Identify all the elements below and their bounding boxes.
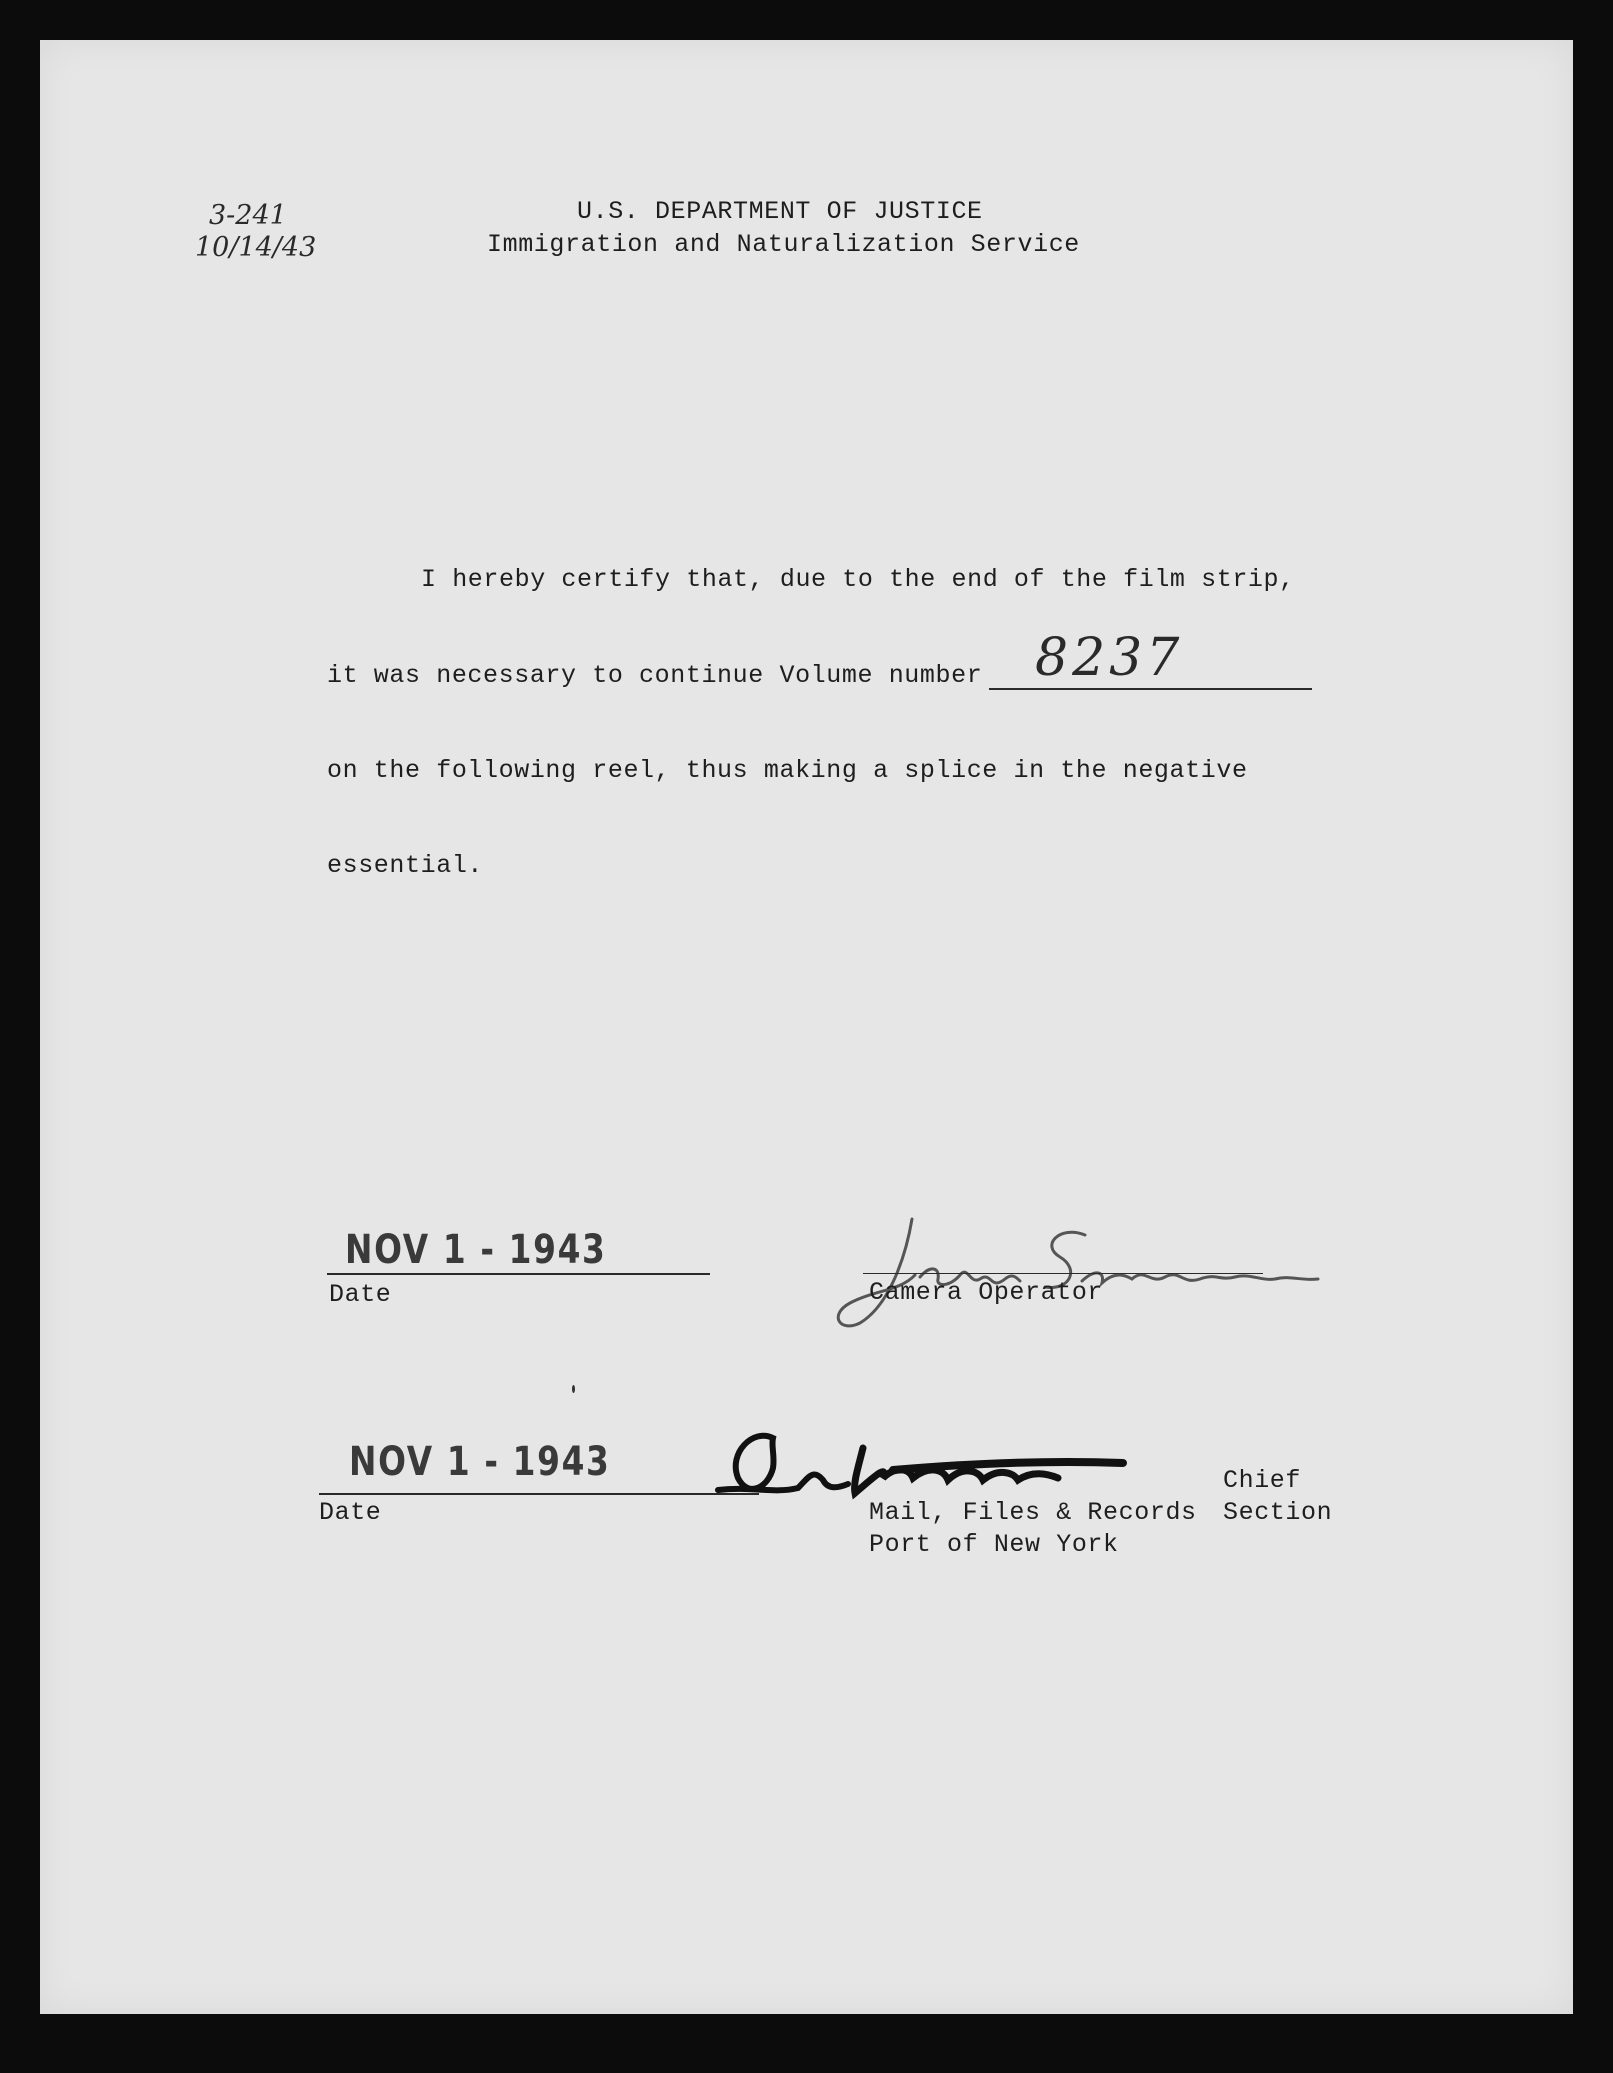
chief-date-line xyxy=(319,1493,759,1495)
department-title: U.S. DEPARTMENT OF JUSTICE xyxy=(577,197,983,226)
form-number: 3-241 xyxy=(209,200,287,231)
certification-line-3: on the following reel, thus making a splice in the negative xyxy=(327,756,1248,785)
camera-operator-date-line xyxy=(327,1273,710,1275)
certification-line-4: essential. xyxy=(327,851,484,880)
camera-operator-signature xyxy=(820,1195,1340,1345)
ink-speck xyxy=(572,1385,575,1393)
camera-operator-signature-line xyxy=(863,1273,1263,1274)
certification-line-2: it was necessary to continue Volume number xyxy=(327,661,983,690)
camera-operator-date-label: Date xyxy=(329,1280,392,1309)
chief-section: Section xyxy=(1223,1498,1333,1527)
chief-date-stamp: NOV 1 - 1943 xyxy=(349,1439,611,1485)
chief-title: Chief xyxy=(1223,1466,1302,1495)
service-title: Immigration and Naturalization Service xyxy=(487,230,1080,259)
form-date: 10/14/43 xyxy=(195,232,317,263)
volume-number-line xyxy=(989,688,1312,690)
volume-number: 8237 xyxy=(1035,628,1184,688)
document-page xyxy=(40,40,1573,2014)
chief-location: Port of New York xyxy=(869,1530,1119,1559)
camera-operator-date-stamp: NOV 1 - 1943 xyxy=(345,1227,607,1273)
chief-date-label: Date xyxy=(319,1498,382,1527)
chief-office: Mail, Files & Records xyxy=(869,1498,1197,1527)
camera-operator-role-label: Camera Operator xyxy=(869,1278,1104,1307)
certification-line-1: I hereby certify that, due to the end of the film strip, xyxy=(421,565,1295,594)
